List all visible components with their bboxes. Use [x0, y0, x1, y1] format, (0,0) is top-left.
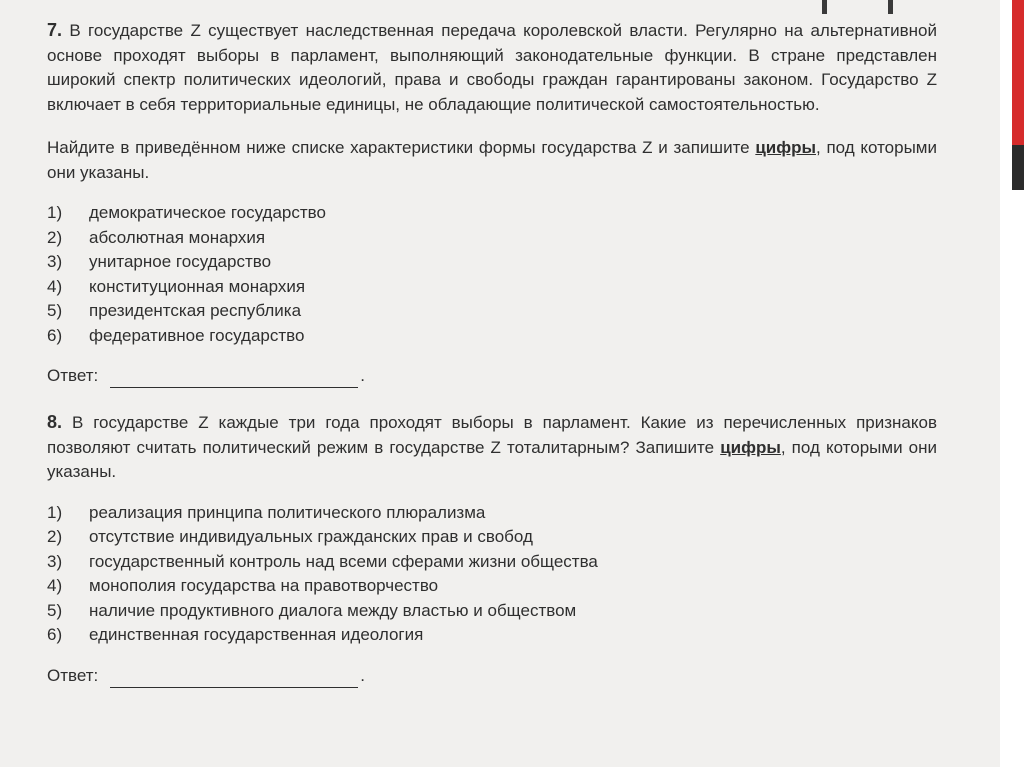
option-text: монополия государства на правотворчество — [89, 576, 439, 595]
task7-instruction-end: , под которыми они указаны. — [47, 138, 937, 182]
option-text: федеративное государство — [89, 325, 305, 345]
task8-number: 8. — [47, 412, 63, 432]
task7-instruction — [47, 136, 937, 185]
task8-body: В государстве Z каждые три года проходят выборы в парламент. Какие из перечисленных признаков позволяют считать политический режим в государстве Z тоталитарным? Запишите — [47, 413, 937, 457]
option-text: унитарное государство — [89, 252, 272, 271]
worksheet — [47, 18, 937, 688]
option-number: 4) — [47, 276, 63, 296]
option-number: 5) — [47, 600, 63, 620]
option-number: 6) — [47, 625, 63, 644]
option-text: реализация принципа политического плюрализма — [89, 502, 486, 522]
option-text: президентская республика — [89, 301, 302, 320]
option-text: абсолютная монархия — [89, 227, 266, 247]
option-text: государственный контроль над всеми сферами жизни общества — [89, 551, 598, 571]
task7-number: 7. — [47, 20, 63, 40]
option-number: 1) — [47, 502, 63, 522]
scan-top-marks — [822, 0, 902, 14]
slide-accent-red — [1012, 0, 1024, 145]
answer-dot: . — [360, 665, 365, 685]
option-text: отсутствие индивидуальных гражданских прав и свобод — [89, 527, 533, 546]
task8-instruction-bold: цифры — [720, 437, 781, 457]
task7-options — [47, 201, 937, 348]
task8-options — [47, 501, 937, 648]
list-item — [47, 201, 937, 226]
option-number: 3) — [47, 551, 63, 571]
list-item — [47, 550, 937, 575]
task7-instruction-bold: цифры — [755, 138, 817, 157]
option-text: единственная государственная идеология — [89, 625, 424, 644]
task8-answer-line[interactable] — [110, 671, 358, 688]
task7-instruction-start: Найдите в приведённом ниже списке характеристики формы государства Z и запишите — [47, 138, 750, 157]
task7-answer — [47, 364, 937, 388]
list-item — [47, 250, 937, 275]
option-text: демократическое государство — [89, 203, 326, 222]
answer-label: Ответ: — [47, 665, 99, 685]
task7-body: В государстве Z существует наследственная передача королевской власти. Регулярно на альтернативной основе проходят выборы в парламент, выполняющий законодательные функции. В стране представлен широкий спектр политических идеологий, права и свободы граждан гарантированы законом. Государство Z включает в себя территориальные единицы, не обладающие политической самостоятельностью. — [47, 21, 937, 114]
option-number: 4) — [47, 576, 63, 595]
option-number: 6) — [47, 325, 63, 345]
option-number: 3) — [47, 252, 63, 271]
task8-answer — [47, 664, 937, 688]
list-item — [47, 599, 937, 624]
list-item — [47, 226, 937, 251]
option-text: наличие продуктивного диалога между властью и обществом — [89, 600, 577, 620]
slide-accent-dark — [1012, 145, 1024, 190]
list-item — [47, 574, 937, 599]
list-item — [47, 623, 937, 648]
option-number: 2) — [47, 527, 63, 546]
option-number: 1) — [47, 203, 63, 222]
option-number: 5) — [47, 301, 63, 320]
task8-instruction-end: , под которыми они указаны. — [47, 437, 937, 481]
task7-text — [47, 18, 937, 117]
option-number: 2) — [47, 227, 63, 247]
list-item — [47, 525, 937, 550]
list-item — [47, 324, 937, 349]
list-item — [47, 275, 937, 300]
task8-text — [47, 410, 937, 485]
list-item — [47, 501, 937, 526]
option-text: конституционная монархия — [89, 276, 306, 296]
task7-answer-line[interactable] — [110, 371, 358, 388]
answer-label: Ответ: — [47, 366, 99, 385]
list-item — [47, 299, 937, 324]
answer-dot: . — [360, 366, 365, 385]
